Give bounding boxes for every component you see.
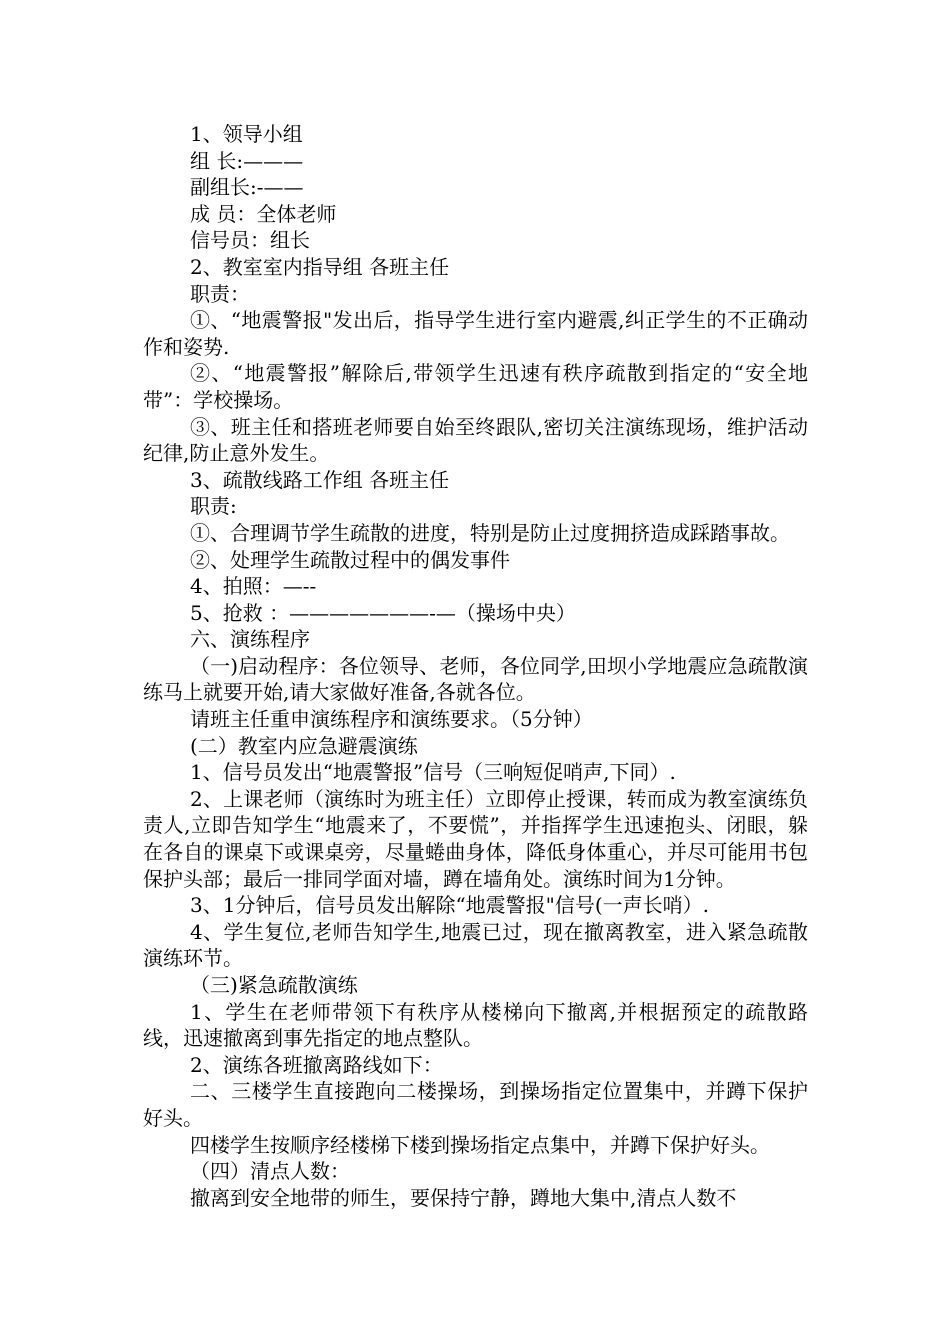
classroom-guidance-heading: 2、教室室内指导组 各班主任 <box>190 254 450 279</box>
duties-label: 职责: <box>190 494 237 519</box>
drill-procedure-heading: 六、演练程序 <box>190 627 310 652</box>
emergency-evacuation-heading: （三)紧急疏散演练 <box>190 973 358 997</box>
evacuation-step: 1、学生在老师带领下有秩序从楼梯向下撤离,并根据预定的疏散路线，迅速撤离到事先指定的地点整队。 <box>143 999 808 1051</box>
drill-step: 2、上课老师（演练时为班主任）立即停止授课，转而成为教室演练负责人,立即告知学生“地震来了，不要慌”，并指挥学生迅速抱头、闭眼，躲在各自的课桌下或课桌旁，尽量蜷曲身体，降低身体重心，并尽可能用书包保护头部；最后一排同学面对墙，蹲在墙角处。演练时间为1分钟。 <box>143 786 808 891</box>
headcount-heading: （四）清点人数： <box>190 1159 350 1184</box>
classroom-drill-heading: (二）教室内应急避震演练 <box>190 733 418 758</box>
members-line: 成 员：全体老师 <box>190 201 337 226</box>
evacuation-route-heading: 3、疏散线路工作组 各班主任 <box>190 467 450 492</box>
leadership-group-heading: 1、领导小组 <box>190 122 303 146</box>
signaler-line: 信号员：组长 <box>190 228 310 253</box>
duty-item: ①、合理调节学生疏散的进度，特别是防止过度拥挤造成踩踏事故。 <box>190 520 790 545</box>
drill-step: 1、信号员发出“地震警报”信号（三响短促哨声,下同）. <box>190 760 676 785</box>
headcount-paragraph: 撤离到安全地带的师生，要保持宁静，蹲地大集中,清点人数不 <box>190 1185 737 1210</box>
duty-item: ②、“地震警报”解除后,带领学生迅速有秩序疏散到指定的“安全地带”：学校操场。 <box>143 361 808 412</box>
paragraph: 请班主任重申演练程序和演练要求。（5分钟） <box>190 707 593 732</box>
evacuation-route-detail: 二、三楼学生直接跑向二楼操场，到操场指定位置集中，并蹲下保护好头。 <box>143 1079 808 1130</box>
duty-item: ②、处理学生疏散过程中的偶发事件 <box>190 547 510 572</box>
duty-item: ③、班主任和搭班老师要自始至终跟队,密切关注演练现场，维护活动纪律,防止意外发生。 <box>143 414 808 466</box>
document-page <box>143 121 808 1211</box>
group-leader-line: 组 长:——— <box>190 148 304 173</box>
duties-label: 职责： <box>190 281 250 306</box>
startup-procedure-paragraph: （一)启动程序：各位领导、老师，各位同学,田坝小学地震应急疏散演练马上就要开始,请大家做好准备,各就各位。 <box>143 653 808 705</box>
duty-item: ①、“地震警报"发出后，指导学生进行室内避震,纠正学生的不正确动作和姿势. <box>143 308 808 359</box>
evacuation-route-detail: 四楼学生按顺序经楼梯下楼到操场指定点集中，并蹲下保护好头。 <box>190 1132 770 1157</box>
rescue-line: 5、抢救 ：———————-—（操场中央） <box>190 600 576 625</box>
evacuation-step: 2、演练各班撤离路线如下： <box>190 1052 443 1077</box>
drill-step: 4、学生复位,老师告知学生,地震已过，现在撤离教室，进入紧急疏散演练环节。 <box>143 919 808 971</box>
photography-line: 4、拍照：—-- <box>190 574 317 599</box>
drill-step: 3、1分钟后，信号员发出解除“地震警报"信号(一声长哨）. <box>190 893 710 918</box>
deputy-leader-line: 副组长:-—— <box>190 175 304 200</box>
